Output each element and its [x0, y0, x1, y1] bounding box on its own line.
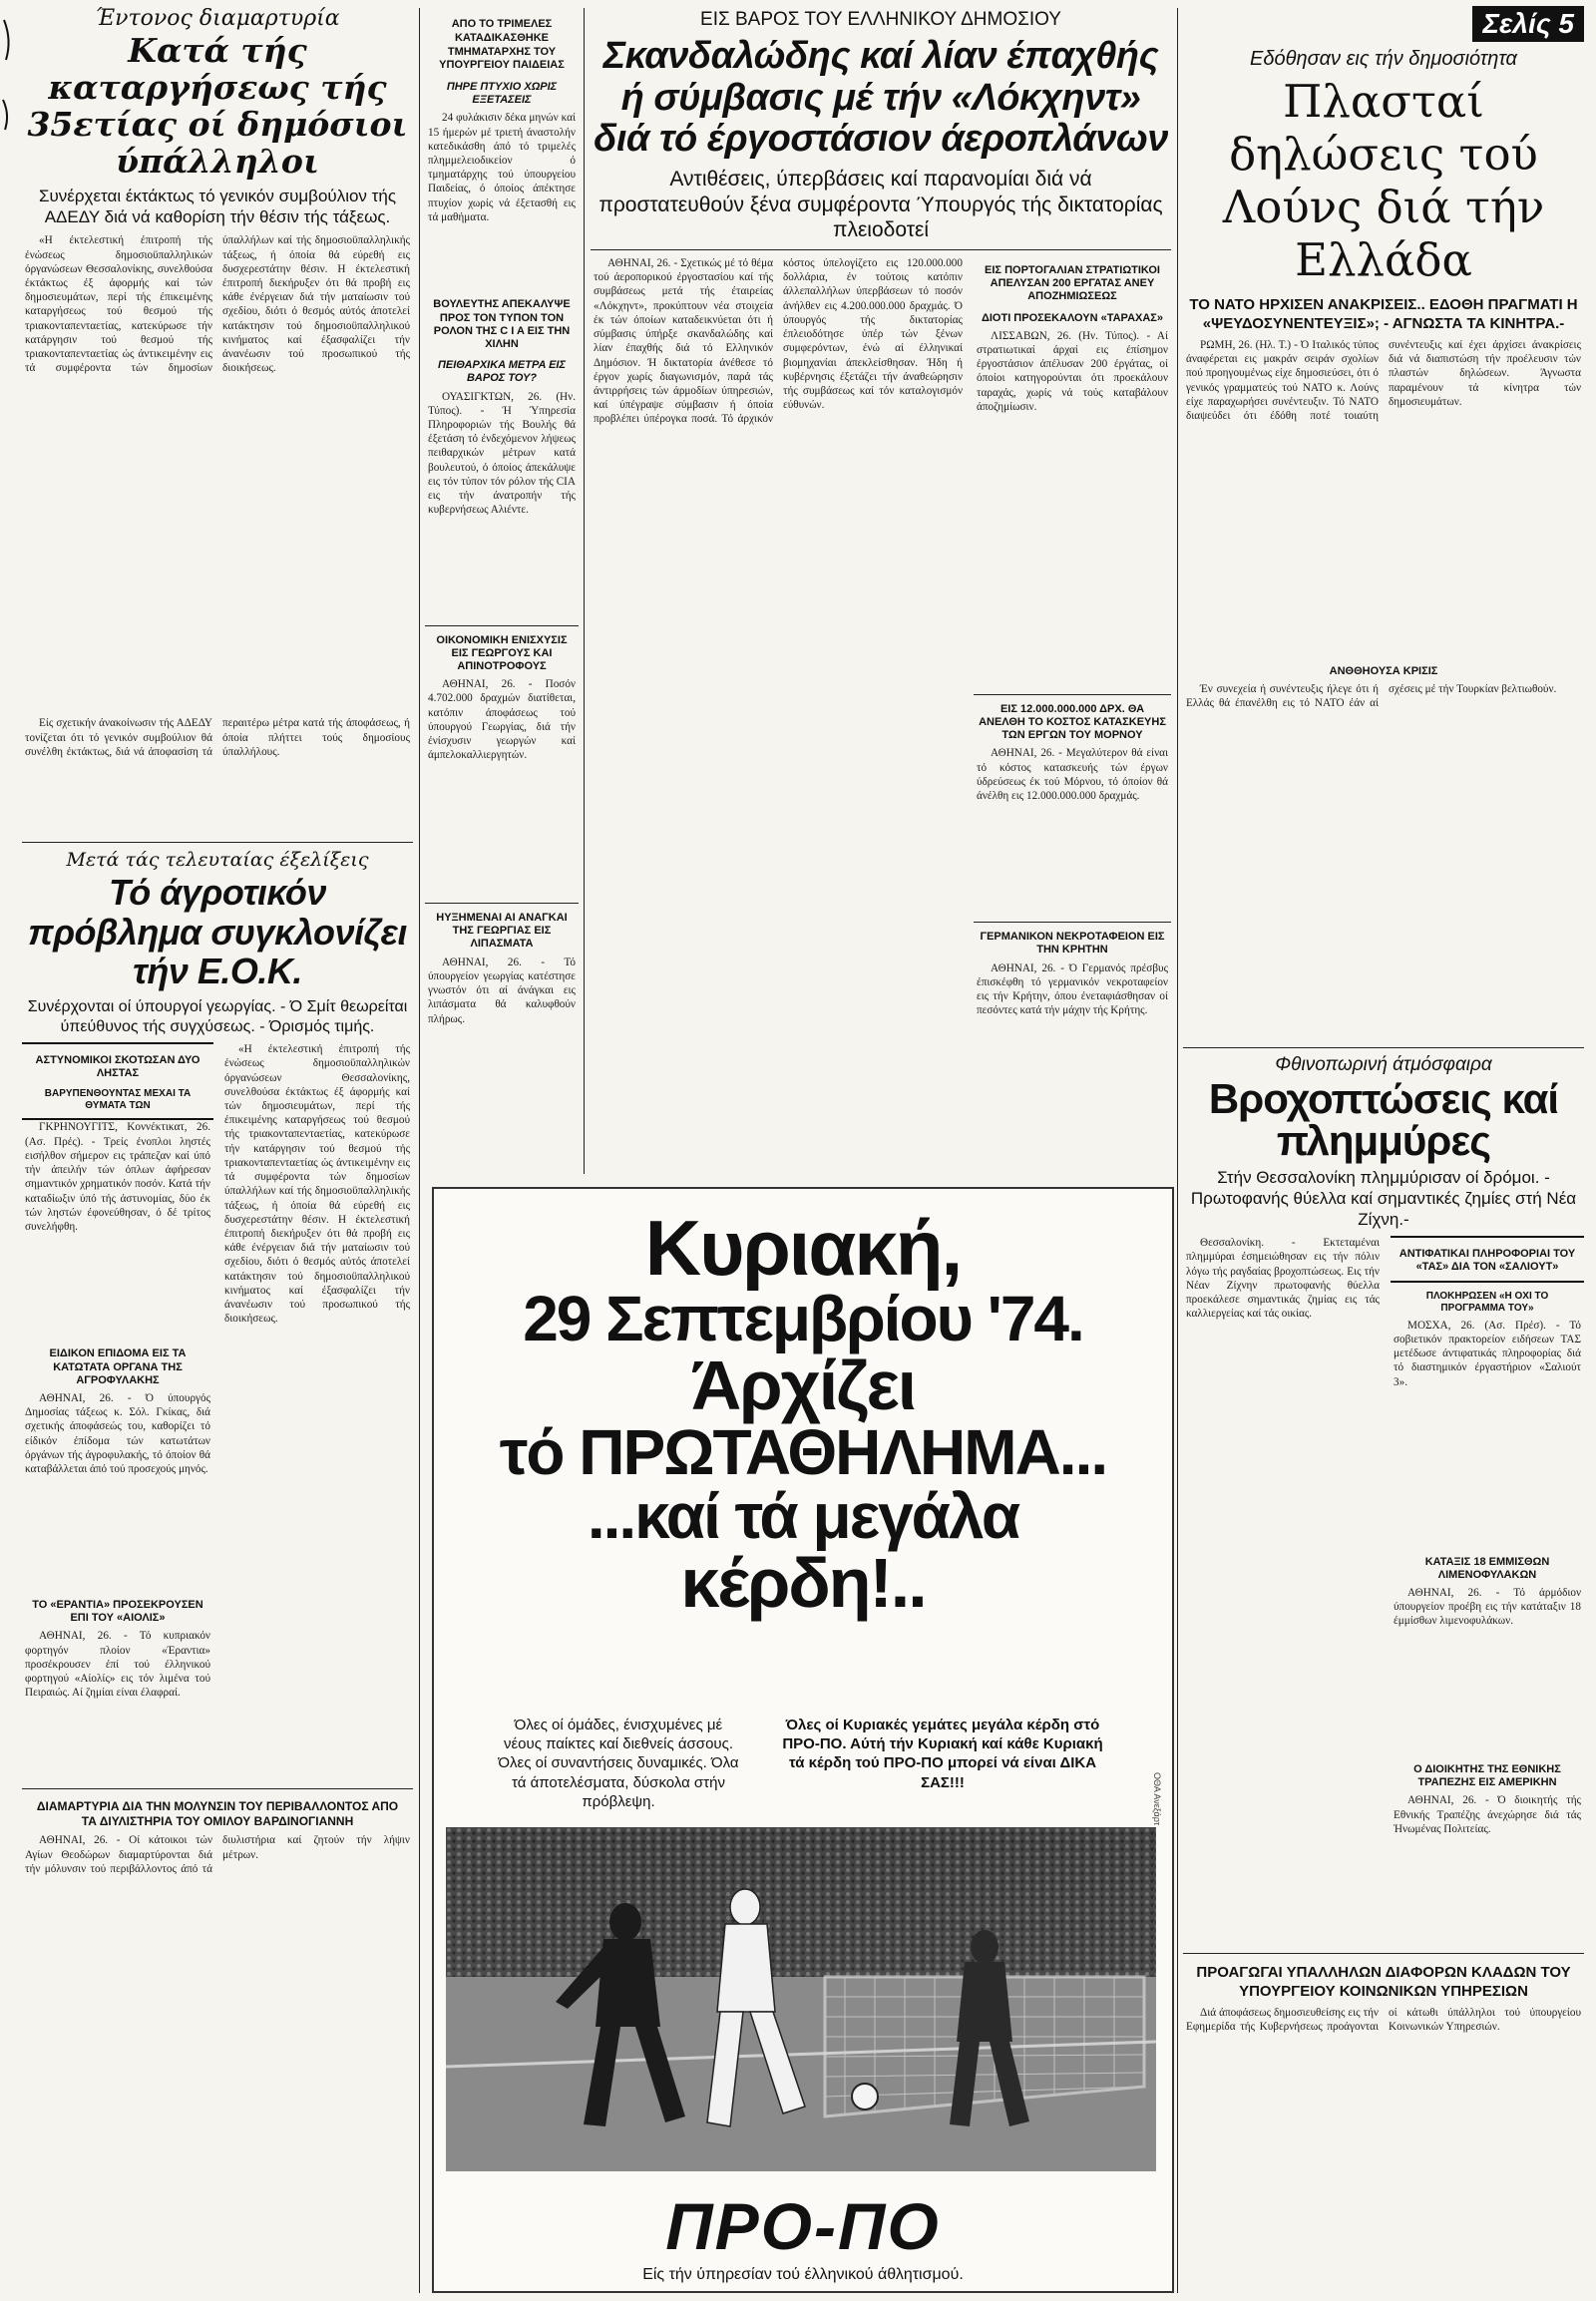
divider — [1183, 1047, 1584, 1048]
news-briefs — [22, 1042, 413, 1782]
brief-title: Ο ΔΙΟΙΚΗΤΗΣ ΤΗΣ ΕΘΝΙΚΗΣ ΤΡΑΠΕΖΗΣ ΕΙΣ ΑΜΕΡΙΚΗΝ — [1413, 1763, 1561, 1789]
article-body: Θεσσαλονίκη. - Εκτεταμέναι πλημμύραι έσημειώθησαν εις τήν πόλιν λόγω τής ραγδαίας βροχοπτώσεως. Εις τήν Νέαν Ζίχνην πρωτοφανής θύελλα προεκάλεσε σημαντικάς ζημίας εις τάς καλλιεργείας καί τάς οικίας. — [1186, 1237, 1380, 1321]
ad-line: 29 Σεπτεμβρίου '74. — [523, 1283, 1083, 1354]
article-body: ΑΘΗΝΑΙ, 26. - Ό Γερμανός πρέσβυς έπισκέφθη τό γερμανικόν νεκροταφείον εις τήν Κρήτην, όπου ένεταφιάσθησαν οί πεσόντες κατά τήν μάχην τής Κρήτης. — [977, 961, 1168, 1017]
headline: Τό άγροτικόν πρόβλημα συγκλονίζει τήν Ε.Ο.Κ. — [28, 872, 407, 992]
divider — [22, 842, 413, 843]
brief-column — [1391, 1236, 1584, 1947]
divider — [591, 249, 1171, 250]
brief-body: ΓΚΡΗΝΟΥΓΙΤΣ, Κοννέκτικατ, 26. (Ασ. Πρές). - Τρείς ένοπλοι ληστές εισήλθον σήμερον εις τράπεζαν καί ύπό τήν άπειλήν τών όπλων άφήρεσαν σημαντικόν χρηματικόν ποσόν. Κατά τήν καταδίωξιν ύπό τής άστυνομίας, δύο έκ τών ληστών έφονεύθησαν, ό δέ τρίτος συνελήφθη. — [25, 1121, 210, 1233]
page-edge — [0, 0, 18, 2301]
column-rule — [584, 8, 585, 1174]
brief-title: ΤΟ «ΕΡΑΝΤΙΑ» ΠΡΟΣΕΚΡΟΥΣΕΝ ΕΠΙ ΤΟΥ «ΑΙΟΛΙΣ» — [32, 1599, 203, 1625]
kicker: ΕΙΣ ΒΑΡΟΣ ΤΟΥ ΕΛΛΗΝΙΚΟΥ ΔΗΜΟΣΙΟΥ — [700, 9, 1061, 30]
ad-line: Άρχίζει — [690, 1346, 916, 1424]
propo-logo-block — [434, 2188, 1172, 2284]
kicker: ΑΠΟ ΤΟ ΤΡΙΜΕΛΕΣ ΚΑΤΑΔΙΚΑΣΘΗΚΕ ΤΜΗΜΑΤΑΡΧΗΣ ΤΟΥ ΥΠΟΥΡΓΕΙΟΥ ΠΑΙΔΕΙΑΣ — [439, 18, 565, 72]
ad-headline-block — [434, 1189, 1172, 1622]
divider — [22, 1788, 413, 1789]
brief-title: ΔΙΑΜΑΡΤΥΡΙΑ ΔΙΑ ΤΗΝ ΜΟΛΥΝΣΙΝ ΤΟΥ ΠΕΡΙΒΑΛΛΟΝΤΟΣ ΑΠΟ ΤΑ ΔΙΥΛΙΣΤΗΡΙΑ ΤΟΥ ΟΜΙΛΟΥ ΒΑΡΔΙΝΟΓΙΑΝΝΗ — [36, 1799, 399, 1829]
article-body: «Η έκτελεστική έπιτροπή τής ένώσεως δημοσιοϋπαλληλικών όργανώσεων Θεσσαλονίκης, συνελθούσα έκτάκτως έξ άφορμής καί τών δημοσιευμάτων, περί τής έπικειμένης καταργήσεως τού θεσμού τής τριακονταπενταετίας, κατεκύρωσε τήν κατάργησιν τού θεσμού τής τριακονταπενταετίας ώς άντικειμένην εις τά συμφέροντα τών δημοσίων ύπαλλήλων καί τής δημοσιοϋπαλληλικής τάξεως, ή όποία θά εύρεθή εις δυσχερεστάτην θέσιν. Η έκτελεστική έπιτροπή διεκήρυξεν ότι θά προβή εις κάθε ένέργειαν διά τήν ματαίωσιν τού σχεδίου, διότι ό θεσμός αύτός άποτελεί κατάκτησιν τού δημοσιοϋπαλληλικού κινήματος καί έξασφαλίζει τήν άνανέωσιν τού προσωπικού τής διοικήσεως. — [25, 234, 410, 375]
brief-title: ΕΙΔΙΚΟΝ ΕΠΙΔΟΜΑ ΕΙΣ ΤΑ ΚΑΤΩΤΑΤΑ ΟΡΓΑΝΑ ΤΗΣ ΑΓΡΟΦΥΛΑΚΗΣ — [49, 1347, 187, 1386]
brief-header-box — [22, 1042, 213, 1120]
brief-subtitle: ΠΛΟΚΗΡΩΣΕΝ «Η ΟΧΙ ΤΟ ΠΡΟΓΡΑΜΜΑ ΤΟΥ» — [1425, 1290, 1549, 1314]
article-body: ΑΘΗΝΑΙ, 26. - Μεγαλύτερον θά είναι τό κόστος κατασκευής τών έργων ύδρεύσεως έκ τού Μόρνου, τό όποίον θά άνέλθη εις 12.000.000.000 δραχμάς. — [977, 747, 1168, 802]
headline: Βροχοπτώσεις καί πλημμύρες — [1208, 1075, 1559, 1165]
ad-line: Κυριακή, — [644, 1204, 962, 1292]
ad-line: ...καί τά μεγάλα — [587, 1480, 1019, 1552]
brief-subtitle: ΒΑΡΥΠΕΝΘΟΥΝΤΑΣ ΜΕΧΑΙ ΤΑ ΘΥΜΑΤΑ ΤΩΝ — [44, 1088, 192, 1112]
subhead: ΑΝΘΘΗΟΥΣΑ ΚΡΙΣΙΣ — [1329, 664, 1438, 677]
article-body: «Η έκτελεστική έπιτροπή τής ένώσεως δημοσιοϋπαλληλικών όργανώσεων Θεσσαλονίκης, συνελθούσα έκτάκτως έξ άφορμής καί τών δημοσιευμάτων, περί τής έπικειμένης καταργήσεως τού θεσμού τής τριακονταπενταετίας, κατεκύρωσε τήν κατάργησιν τού θεσμού τής τριακονταπενταετίας ώς άντικειμένην εις τά συμφέροντα τών δημοσίων ύπαλλήλων καί τής δημοσιοϋπαλληλικής τάξεως, ή όποία θά εύρεθή εις δυσχερεστάτην θέσιν. Η έκτελεστική έπιτροπή διεκήρυξεν ότι θά προβή εις κάθε ένέργειαν διά τήν ματαίωσιν τού σχεδίου, διότι ό θεσμός αύτός άποτελεί κατάκτησιν τού δημοσιοϋπαλληλικού κινήματος καί έξασφαλίζει τήν άνανέωσιν τού προσωπικού τής διοικήσεως. — [224, 1043, 410, 1326]
ad-note-left: Όλες οί όμάδες, ένισχυμένες μέ νέους παίκτες καί διεθνείς άσσους. Όλες οί συναντήσεις δυναμικές. Όλα τά άποτελέσματα, δύσκολα στήν πρόβλεψη. — [498, 1717, 739, 1810]
propo-logo: ΠΡΟ-ΠΟ — [665, 2189, 941, 2263]
kicker: Φθινοπωρινή άτμόσφαιρα — [1275, 1054, 1492, 1076]
brief-title: ΠΡΟΑΓΩΓΑΙ ΥΠΑΛΛΗΛΩΝ ΔΙΑΦΟΡΩΝ ΚΛΑΔΩΝ ΤΟΥ ΥΠΟΥΡΓΕΙΟΥ ΚΟΙΝΩΝΙΚΩΝ ΥΠΗΡΕΣΙΩΝ — [1196, 1964, 1571, 2001]
subhead: ΠΕΙΘΑΡΧΙΚΑ ΜΕΤΡΑ ΕΙΣ ΒΑΡΟΣ ΤΟΥ? — [438, 359, 566, 385]
column-4 — [1183, 0, 1584, 2294]
deck: Συνέρχεται έκτάκτως τό γενικόν συμβούλιον τής ΑΔΕΔΥ διά νά καθορίση τήν θέσιν τής τάξεως. — [38, 186, 397, 226]
column-1 — [22, 0, 413, 2294]
football-photo — [446, 1827, 1156, 2171]
brief-body: ΜΟΣΧΑ, 26. (Ασ. Πρέσ). - Τό σοβιετικόν πρακτορείον ειδήσεων ΤΑΣ μετέδωσε άντιφατικάς πληροφορίας διά τό διαστημικόν έργαστήριον «Σαλιούτ 3». — [1394, 1319, 1581, 1388]
subhead: ΗΥΞΗΜΕΝΑΙ ΑΙ ΑΝΑΓΚΑΙ ΤΗΣ ΓΕΩΡΓΙΑΣ ΕΙΣ ΛΙΠΑΣΜΑΤΑ — [436, 912, 568, 951]
article-body: 24 φυλάκισιν δέκα μηνών καί 15 ήμερών μέ τριετή άναστολήν κατεδικάσθη άπό τό τριμελές πλημμελειοδικείον ό τμηματάρχης τού ύπουργείου Παιδείας, ό όποίος άπέκτησε πτυχίον χωρίς νά έξετασθή εις τά μαθήματα. — [428, 112, 576, 223]
lower-right-briefs — [1183, 1236, 1584, 1947]
headline: Σκανδαλώδης καί λίαν έπαχθής ή σύμβασις μέ τήν «Λόκχηντ» διά τό έργοστάσιον άεροπλάνων — [594, 34, 1168, 161]
divider — [425, 903, 579, 904]
deck: Συνέρχονται οί ύπουργοί γεωργίας. - Ό Σμίτ θεωρείται ύπεύθυνος τής συγχύσεως. - Όρισμός τιμής. — [27, 998, 408, 1035]
propo-tagline: Είς τήν ύπηρεσίαν τού έλληνικού άθλητισμού. — [642, 2266, 964, 2283]
page-number-tag — [1183, 6, 1584, 42]
article-body: ΟΥΑΣΙΓΚΤΩΝ, 26. (Ην. Τύπος). - Ή Ύπηρεσία Πληροφοριών τής Βουλής θά έξετάση τό ένδεχόμενον λήψεως πειθαρχικών μέτρων κατά βουλευτού, ό όποίος άπεκάλυψε εις τόν τύπον τόν ρόλον τής CIA εις τήν άνατροπήν τής κυβερνήσεως Αλιέντε. — [428, 390, 576, 517]
brief-body: ΑΘΗΝΑΙ, 26. - Τό κυπριακόν φορτηγόν πλοίον «Έραντια» προσέκρουσεν έπί τού έλληνικού φορτηγού «Αίολίς» εις τόν λιμένα τού Πειραιώς. Αί ζημίαι είναι έλαφραί. — [25, 1630, 210, 1700]
deck: Αντιθέσεις, ύπερβάσεις καί παρανομίαι διά νά προστατευθούν ξένα συμφέροντα Ύπουργός τής δικτατορίας πλειοδοτεί — [598, 168, 1163, 242]
column-rule — [1177, 8, 1178, 2293]
subhead: ΓΕΡΜΑΝΙΚΟΝ ΝΕΚΡΟΤΑΦΕΙΟΝ ΕΙΣ ΤΗΝ ΚΡΗΤΗΝ — [980, 931, 1165, 957]
subhead: ΟΙΚΟΝΟΜΙΚΗ ΕΝΙΣΧΥΣΙΣ ΕΙΣ ΓΕΩΡΓΟΥΣ ΚΑΙ ΑΠΙΝΟΤΡΟΦΟΥΣ — [436, 633, 568, 672]
football-photo-illustration — [446, 1827, 1156, 2171]
side-briefs — [974, 256, 1171, 1115]
brief-body: ΑΘΗΝΑΙ, 26. - Ό διοικητής τής Εθνικής Τραπέζης άνεχώρησε διά τάς Ήνωμένας Πολιτείας. — [1394, 1794, 1581, 1835]
article-body: ΑΘΗΝΑΙ, 26. - Τό ύπουργείον γεωργίας κατέστησε γνωστόν ότι αί άνάγκαι εις λιπάσματα θά καλυφθούν πλήρως. — [428, 956, 576, 1025]
ad-line: τό ΠΡΩΤΑΘΗΛΗΜΑ... — [499, 1416, 1107, 1488]
ad-note-right: Όλες οί Κυριακές γεμάτες μεγάλα κέρδη στό ΠΡΟ-ΠΟ. Αύτή τήν Κυριακή καί κάθε Κυριακή τά κέρδη τού ΠΡΟ-ΠΟ μπορεί νά είναι ΔΙΚΑ ΣΑΣ!!! — [782, 1717, 1103, 1791]
propo-advertisement — [432, 1187, 1174, 2293]
headline: Κατά τής καταργήσεως τής 35ετίας οί δημόσιοι ύπάλληλοι — [27, 31, 408, 181]
column-rule — [419, 8, 420, 2293]
divider — [425, 625, 579, 626]
brief-header-box — [1391, 1236, 1584, 1282]
subhead: ΕΙΣ 12.000.000.000 ΔΡΧ. ΘΑ ΑΝΕΛΘΗ ΤΟ ΚΟΣΤΟΣ ΚΑΤΑΣΚΕΥΗΣ ΤΩΝ ΕΡΓΩΝ ΤΟΥ ΜΟΡΝΟΥ — [979, 702, 1166, 742]
brief-title: ΚΑΤΑΞΙΣ 18 ΕΜΜΙΣΘΩΝ ΛΙΜΕΝΟΦΥΛΑΚΩΝ — [1424, 1555, 1550, 1581]
edge-marks — [0, 0, 18, 140]
divider — [1183, 1953, 1584, 1954]
article-body: ΑΘΗΝΑΙ, 26. - Σχετικώς μέ τό θέμα τού άεροπορικού έργοστασίου καί τής συμβάσεως μετά τής έταιρείας «Λόκχηντ», προκύπτουν νέα στοιχεία έκ τών όποίων καταδεικνύεται ότι ή σύμβασις ύπήρξε σκανδαλώδης καί λίαν έπαχθής διά τό Ελληνικόν Δημόσιον. Ή δικτατορία άνέθεσε τό έργον χωρίς διαγωνισμόν, παρά τάς άντιρρήσεις τών άρμοδίων ύπηρεσιών, καί ύπέγραψε σύμβασιν ή όποία προβλέπει ύπέρογκα ποσά. Τό άρχικόν κόστος ύπελογίζετο εις 120.000.000 δολλάρια, έν τούτοις κατόπιν άλλεπαλλήλων ύπερβάσεων τό ποσόν άνήλθεν εις 4.200.000.000 δραχμάς. Ό ύπουργός τής δικτατορίας έπλειοδότησε ύπέρ τών ξένων συμφερόντων, ένώ αί έλληνικαί βιομηχανίαι άπεκλείσθησαν. Ήδη ή κυβέρνησις έξετάζει τήν άναθεώρησιν τής συμβάσεως καί τόν καταλογισμόν εύθυνών. — [594, 256, 963, 426]
subhead: ΒΟΥΛΕΥΤΗΣ ΑΠΕΚΑΛΥΨΕ ΠΡΟΣ ΤΟΝ ΤΥΠΟΝ ΤΟΝ ΡΟΛΟΝ ΤΗΣ C I A ΕΙΣ ΤΗΝ ΧΙΛΗΝ — [433, 298, 571, 350]
lead-story-body — [591, 256, 1171, 1115]
article-body: ΡΩΜΗ, 26. (Ηλ. Τ.) - Ό Ιταλικός τύπος άναφέρεται εις μακράν σειράν σχολίων πού προηγουμένως είχε δημοσιεύσει, ότι ό γενικός γραμματεύς τού ΝΑΤΟ κ. Λούνς είχε παραχωρήσει συνέντευξιν. Τό ΝΑΤΟ διαψεύδει ότι έδόθη ποτέ τοιαύτη συνέντευξις καί έχει άρχίσει άνακρίσεις διά νά διαπιστώση τήν προέλευσιν τών πλαστών δηλώσεων. Άγνωστα παραμένουν τά κίνητρα τών δημοσιευμάτων. — [1186, 338, 1581, 422]
brief-title: ΑΝΤΙΦΑΤΙΚΑΙ ΠΛΗΡΟΦΟΡΙΑΙ ΤΟΥ «ΤΑΣ» ΔΙΑ ΤΟΝ «ΣΑΛΙΟΥΤ» — [1398, 1248, 1576, 1274]
deck: ΤΟ ΝΑΤΟ ΗΡΧΙΣΕΝ ΑΝΑΚΡΙΣΕΙΣ.. ΕΔΟΘΗ ΠΡΑΓΜΑΤΙ Η «ΨΕΥΔΟΣΥΝΕΝΤΕΥΞΙΣ»; - ΑΓΝΩΣΤΑ ΤΑ ΚΙΝΗΤΡΑ.- — [1189, 296, 1578, 333]
deck: Στήν Θεσσαλονίκη πλημμύρισαν οί δρόμοι. - Πρωτοφανής θύελλα καί σημαντικές ζημίες στή Νέα Ζίχνη.- — [1190, 1168, 1577, 1229]
ad-line: κέρδη!.. — [680, 1544, 926, 1622]
article-body: Είς σχετικήν άνακοίνωσιν τής ΑΔΕΔΥ τονίζεται ότι τό γενικόν συμβούλιον θά συνέλθη έκτάκτως, διά νά άποφασίση τά περαιτέρω μέτρα κατά τής άποφάσεως, ή όποία πλήττει τούς δημοσίους ύπαλλήλους. — [25, 717, 410, 758]
column-2 — [425, 0, 579, 1177]
subhead: ΠΗΡΕ ΠΤΥΧΙΟ ΧΩΡΙΣ ΕΞΕΤΑΣΕΙΣ — [446, 81, 558, 107]
subhead: ΔΙΟΤΙ ΠΡΟΣΕΚΑΛΟΥΝ «ΤΑΡΑΧΑΣ» — [981, 311, 1164, 324]
article-body: ΑΘΗΝΑΙ, 26. - Ποσόν 4.702.000 δραχμών διατίθεται, κατόπιν άποφάσεως τού ύπουργού Γεωργίας, διά τήν ένίσχυσιν γεωργών καί άμπελοκαλλιεργητών. — [428, 678, 576, 762]
article-body: ΛΙΣΣΑΒΩΝ, 26. (Ην. Τύπος). - Αί στρατιωτικαί άρχαί εις έπίσημον έργοστάσιον άπέλυσαν 200 έργάτας, οί όποίοι κατηγορούνται ότι προεκάλουν ταραχάς, χωρίς νά τούς καταβάλουν άποζημίωσιν. — [977, 329, 1168, 413]
kicker: Εδόθησαν εις τήν δημοσιότητα — [1250, 48, 1517, 70]
kicker: Έντονος διαμαρτυρία — [95, 6, 340, 31]
brief-column — [22, 1042, 213, 1782]
ad-credit: ΟΘΑ Ανεξάρτ — [1152, 1772, 1162, 1826]
brief-body: ΑΘΗΝΑΙ, 26. - Οί κάτοικοι τών Αγίων Θεοδώρων διαμαρτύρονται διά τήν μόλυνσιν τού περιβάλλοντος άπό τά διυλιστήρια καί ζητούν τήν λήψιν μέτρων. — [25, 1834, 410, 1875]
headline: Πλασταί δηλώσεις τού Λούνς διά τήν Ελλάδα — [1222, 75, 1545, 287]
article-body: Έν συνεχεία ή συνέντευξις ήλεγε ότι ή Ελλάς θά έπανέλθη εις τό ΝΑΤΟ έάν αί σχέσεις μέ τήν Τουρκίαν βελτιωθούν. — [1186, 683, 1557, 710]
column-3 — [591, 0, 1171, 1177]
brief-body: ΑΘΗΝΑΙ, 26. - Τό άρμόδιον ύπουργείον προέβη εις τήν κατάταξιν 18 έμμίσθων λιμενοφυλάκων. — [1394, 1587, 1581, 1628]
brief-body: Διά άποφάσεως δημοσιευθείσης εις τήν Εφημερίδα τής Κυβερνήσεως προάγονται οί κάτωθι ύπάλληλοι τού ύπουργείου Κοινωνικών Υπηρεσιών. — [1186, 2006, 1581, 2034]
subhead: ΕΙΣ ΠΟΡΤΟΓΑΛΙΑΝ ΣΤΡΑΤΙΩΤΙΚΟΙ ΑΠΕΛΥΣΑΝ 200 ΕΡΓΑΤΑΣ ΑΝΕΥ ΑΠΟΖΗΜΙΩΣΕΩΣ — [985, 263, 1160, 303]
brief-title: ΑΣΤΥΝΟΜΙΚΟΙ ΣΚΟΤΩΣΑΝ ΔΥΟ ΛΗΣΤΑΣ — [35, 1054, 200, 1080]
divider — [974, 922, 1171, 923]
brief-body: ΑΘΗΝΑΙ, 26. - Ό ύπουργός Δημοσίας τάξεως κ. Σόλ. Γκίκας, διά σχετικής άποφάσεώς του, καθορίζει τό είδικόν έπίδομα τών κατωτάτων όργάνων τής άγροφυλακής, τό όποίον θά καταβάλλεται άπό τού προσεχούς μηνός. — [25, 1392, 210, 1476]
kicker: Μετά τάς τελευταίας έξελίξεις — [66, 849, 369, 872]
divider — [974, 694, 1171, 695]
page-tag: Σελίς 5 — [1472, 6, 1584, 42]
brief-column — [221, 1042, 413, 1782]
